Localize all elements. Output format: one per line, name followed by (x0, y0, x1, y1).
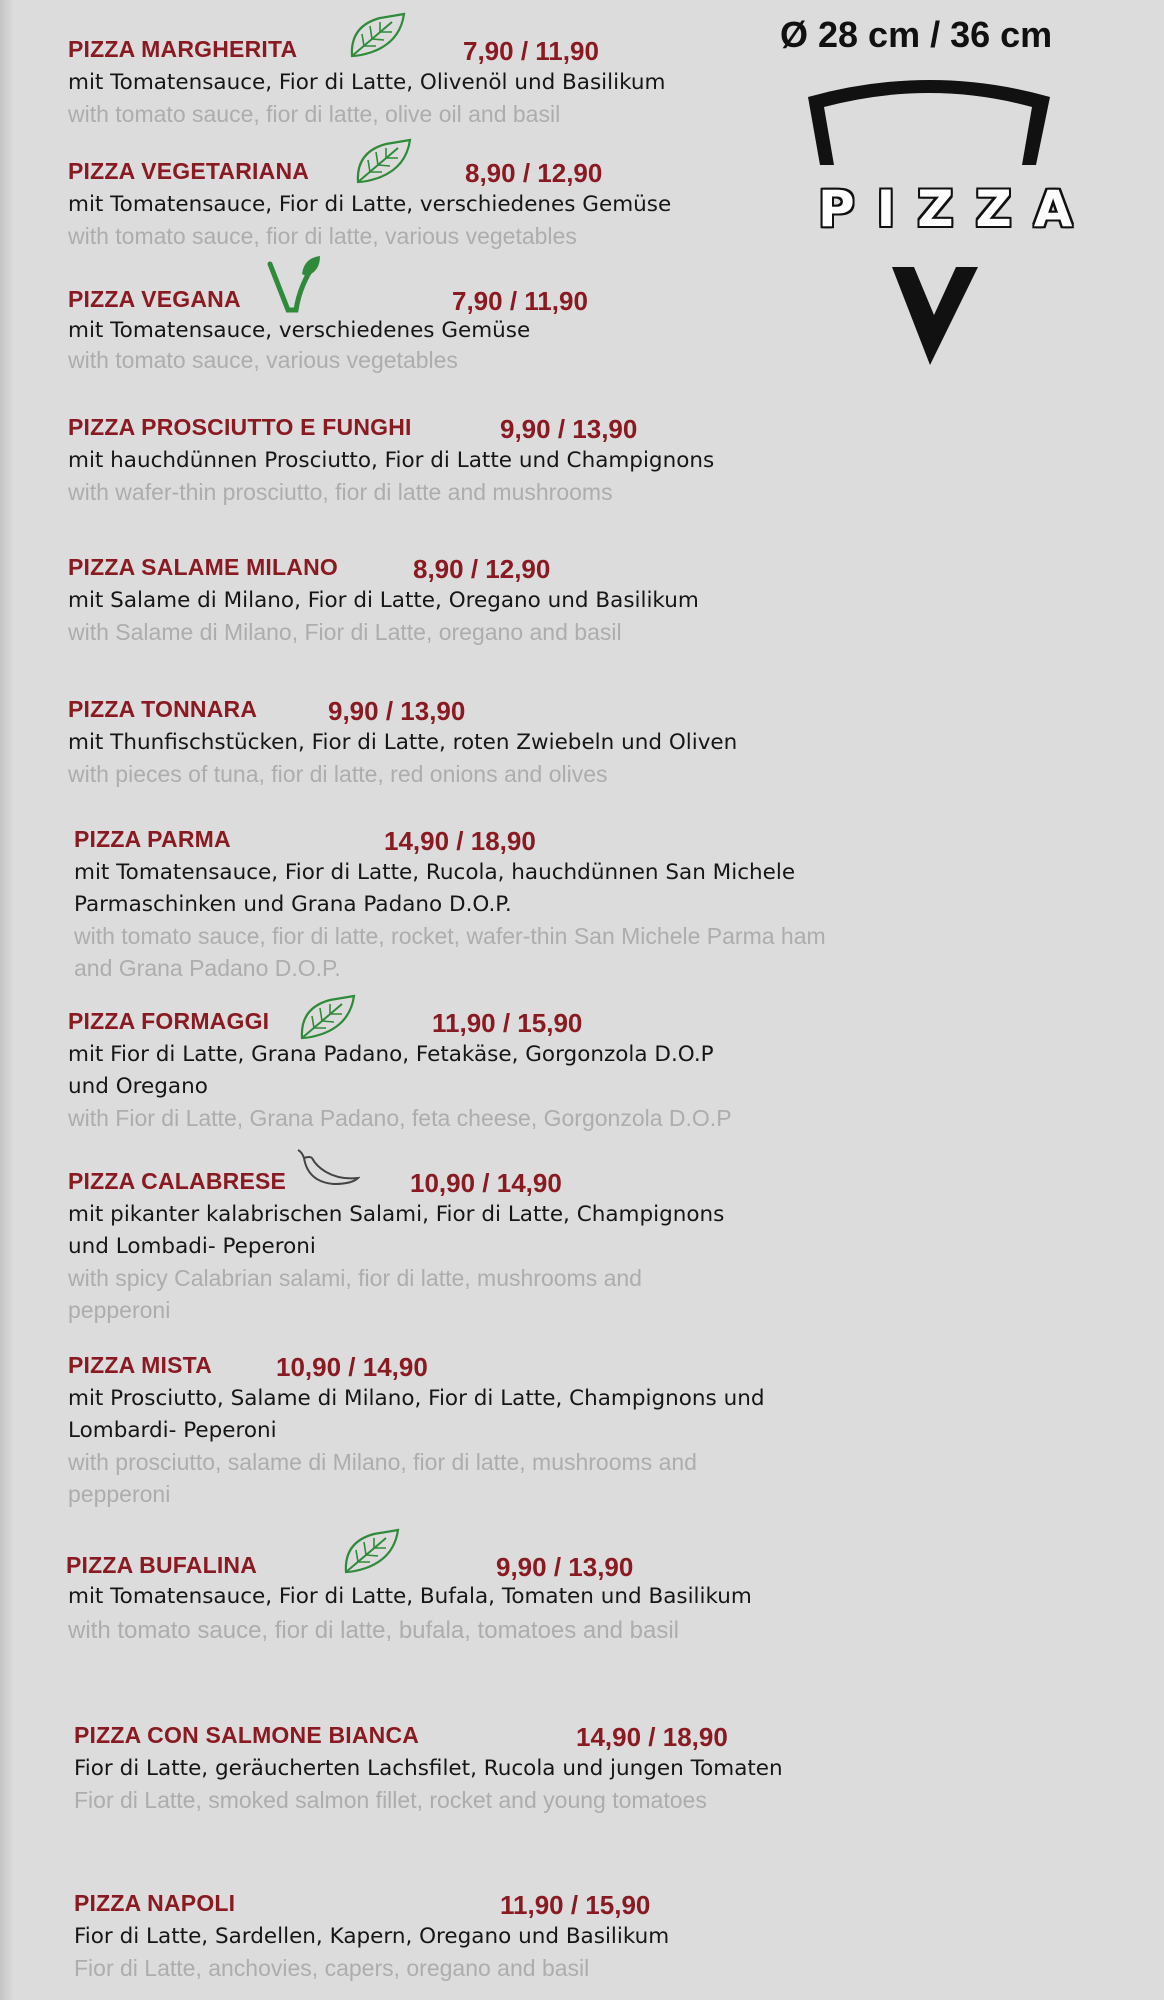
item-name: PIZZA VEGANA (68, 286, 241, 312)
item-name: PIZZA MISTA (68, 1352, 213, 1378)
item-price: 8,90 / 12,90 (413, 554, 551, 584)
item-desc-de: mit hauchdünnen Prosciutto, Fior di Latte und Champignons (68, 448, 715, 473)
item-desc-en: with Fior di Latte, Grana Padano, feta cheese, Gorgonzola D.O.P (68, 1105, 732, 1131)
item-desc-de: Fior di Latte, geräucherten Lachsfilet, Rucola und jungen Tomaten (74, 1756, 783, 1781)
item-desc-de: mit Tomatensauce, verschiedenes Gemüse (68, 318, 531, 343)
page-edge-shadow (0, 0, 14, 2000)
item-price: 14,90 / 18,90 (384, 826, 536, 856)
item-desc-en: Fior di Latte, smoked salmon fillet, rocket and young tomatoes (74, 1787, 707, 1813)
item-desc-de: Parmaschinken und Grana Padano D.O.P. (74, 892, 512, 917)
item-price: 14,90 / 18,90 (576, 1722, 728, 1752)
item-desc-de: mit Salame di Milano, Fior di Latte, Oregano und Basilikum (68, 588, 699, 613)
item-desc-de: mit pikanter kalabrischen Salami, Fior di Latte, Champignons (68, 1202, 725, 1227)
item-price: 9,90 / 13,90 (328, 696, 466, 726)
leaf-icon (346, 12, 406, 64)
item-desc-de: mit Prosciutto, Salame di Milano, Fior di Latte, Champignons und (68, 1386, 765, 1411)
item-name: PIZZA PROSCIUTTO E FUNGHI (68, 414, 412, 440)
item-name: PIZZA CON SALMONE BIANCA (74, 1722, 420, 1748)
item-desc-en: with tomato sauce, fior di latte, various vegetables (68, 223, 577, 249)
logo-word: PIZZA (818, 180, 1095, 238)
item-desc-en: with tomato sauce, fior di latte, rocket, wafer-thin San Michele Parma ham (74, 923, 826, 949)
item-desc-en: with tomato sauce, fior di latte, bufala, tomatoes and basil (68, 1617, 680, 1644)
item-desc-de: und Oregano (68, 1074, 208, 1099)
item-price: 9,90 / 13,90 (500, 414, 638, 444)
item-price: 7,90 / 11,90 (452, 286, 588, 316)
item-desc-en: with tomato sauce, various vegetables (68, 347, 458, 373)
item-desc-de: Lombardi- Peperoni (68, 1418, 277, 1443)
item-desc-de: und Lombadi- Peperoni (68, 1234, 316, 1259)
item-desc-en: with tomato sauce, fior di latte, olive oil and basil (68, 101, 561, 127)
leaf-icon (352, 138, 412, 190)
item-desc-en: with prosciutto, salame di Milano, fior di latte, mushrooms and (68, 1449, 697, 1475)
item-name: PIZZA BUFALINA (66, 1552, 258, 1578)
item-desc-de: mit Tomatensauce, Fior di Latte, Rucola, hauchdünnen San Michele (74, 860, 796, 885)
item-desc-en: with wafer-thin prosciutto, fior di latte and mushrooms (68, 479, 613, 505)
item-price: 10,90 / 14,90 (410, 1168, 562, 1198)
item-price: 11,90 / 15,90 (432, 1008, 583, 1038)
item-name: PIZZA VEGETARIANA (68, 158, 310, 184)
item-name: PIZZA CALABRESE (68, 1168, 287, 1194)
vegan-icon (266, 254, 322, 318)
item-name: PIZZA PARMA (74, 826, 231, 852)
size-header: Ø 28 cm / 36 cm (780, 14, 1053, 55)
item-desc-en: and Grana Padano D.O.P. (74, 955, 341, 981)
item-desc-de: Fior di Latte, Sardellen, Kapern, Oregano und Basilikum (74, 1924, 670, 1949)
item-desc-de: mit Tomatensauce, Fior di Latte, Bufala, Tomaten und Basilikum (68, 1584, 752, 1609)
item-name: PIZZA MARGHERITA (68, 36, 298, 62)
item-name: PIZZA SALAME MILANO (68, 554, 338, 580)
item-desc-en: pepperoni (68, 1481, 171, 1507)
item-desc-de: mit Fior di Latte, Grana Padano, Fetakäse, Gorgonzola D.O.P (68, 1042, 714, 1067)
item-price: 11,90 / 15,90 (500, 1890, 651, 1920)
item-price: 7,90 / 11,90 (463, 36, 599, 66)
item-desc-en: with spicy Calabrian salami, fior di latte, mushrooms and (68, 1265, 642, 1291)
item-desc-en: pepperoni (68, 1297, 171, 1323)
item-price: 8,90 / 12,90 (465, 158, 603, 188)
item-name: PIZZA TONNARA (68, 696, 258, 722)
item-price: 9,90 / 13,90 (496, 1552, 634, 1582)
item-desc-de: mit Tomatensauce, Fior di Latte, verschiedenes Gemüse (68, 192, 672, 217)
item-name: PIZZA FORMAGGI (68, 1008, 270, 1034)
item-desc-en: with Salame di Milano, Fior di Latte, oregano and basil (68, 619, 622, 645)
chili-icon (294, 1148, 360, 1194)
item-desc-en: Fior di Latte, anchovies, capers, oregano and basil (74, 1955, 590, 1981)
item-name: PIZZA NAPOLI (74, 1890, 236, 1916)
item-desc-de: mit Thunfischstücken, Fior di Latte, roten Zwiebeln und Oliven (68, 730, 738, 755)
item-price: 10,90 / 14,90 (276, 1352, 428, 1382)
item-desc-en: with pieces of tuna, fior di latte, red onions and olives (68, 761, 608, 787)
pizza-logo (800, 75, 1095, 375)
leaf-icon (340, 1528, 400, 1580)
item-desc-de: mit Tomatensauce, Fior di Latte, Olivenöl und Basilikum (68, 70, 666, 95)
